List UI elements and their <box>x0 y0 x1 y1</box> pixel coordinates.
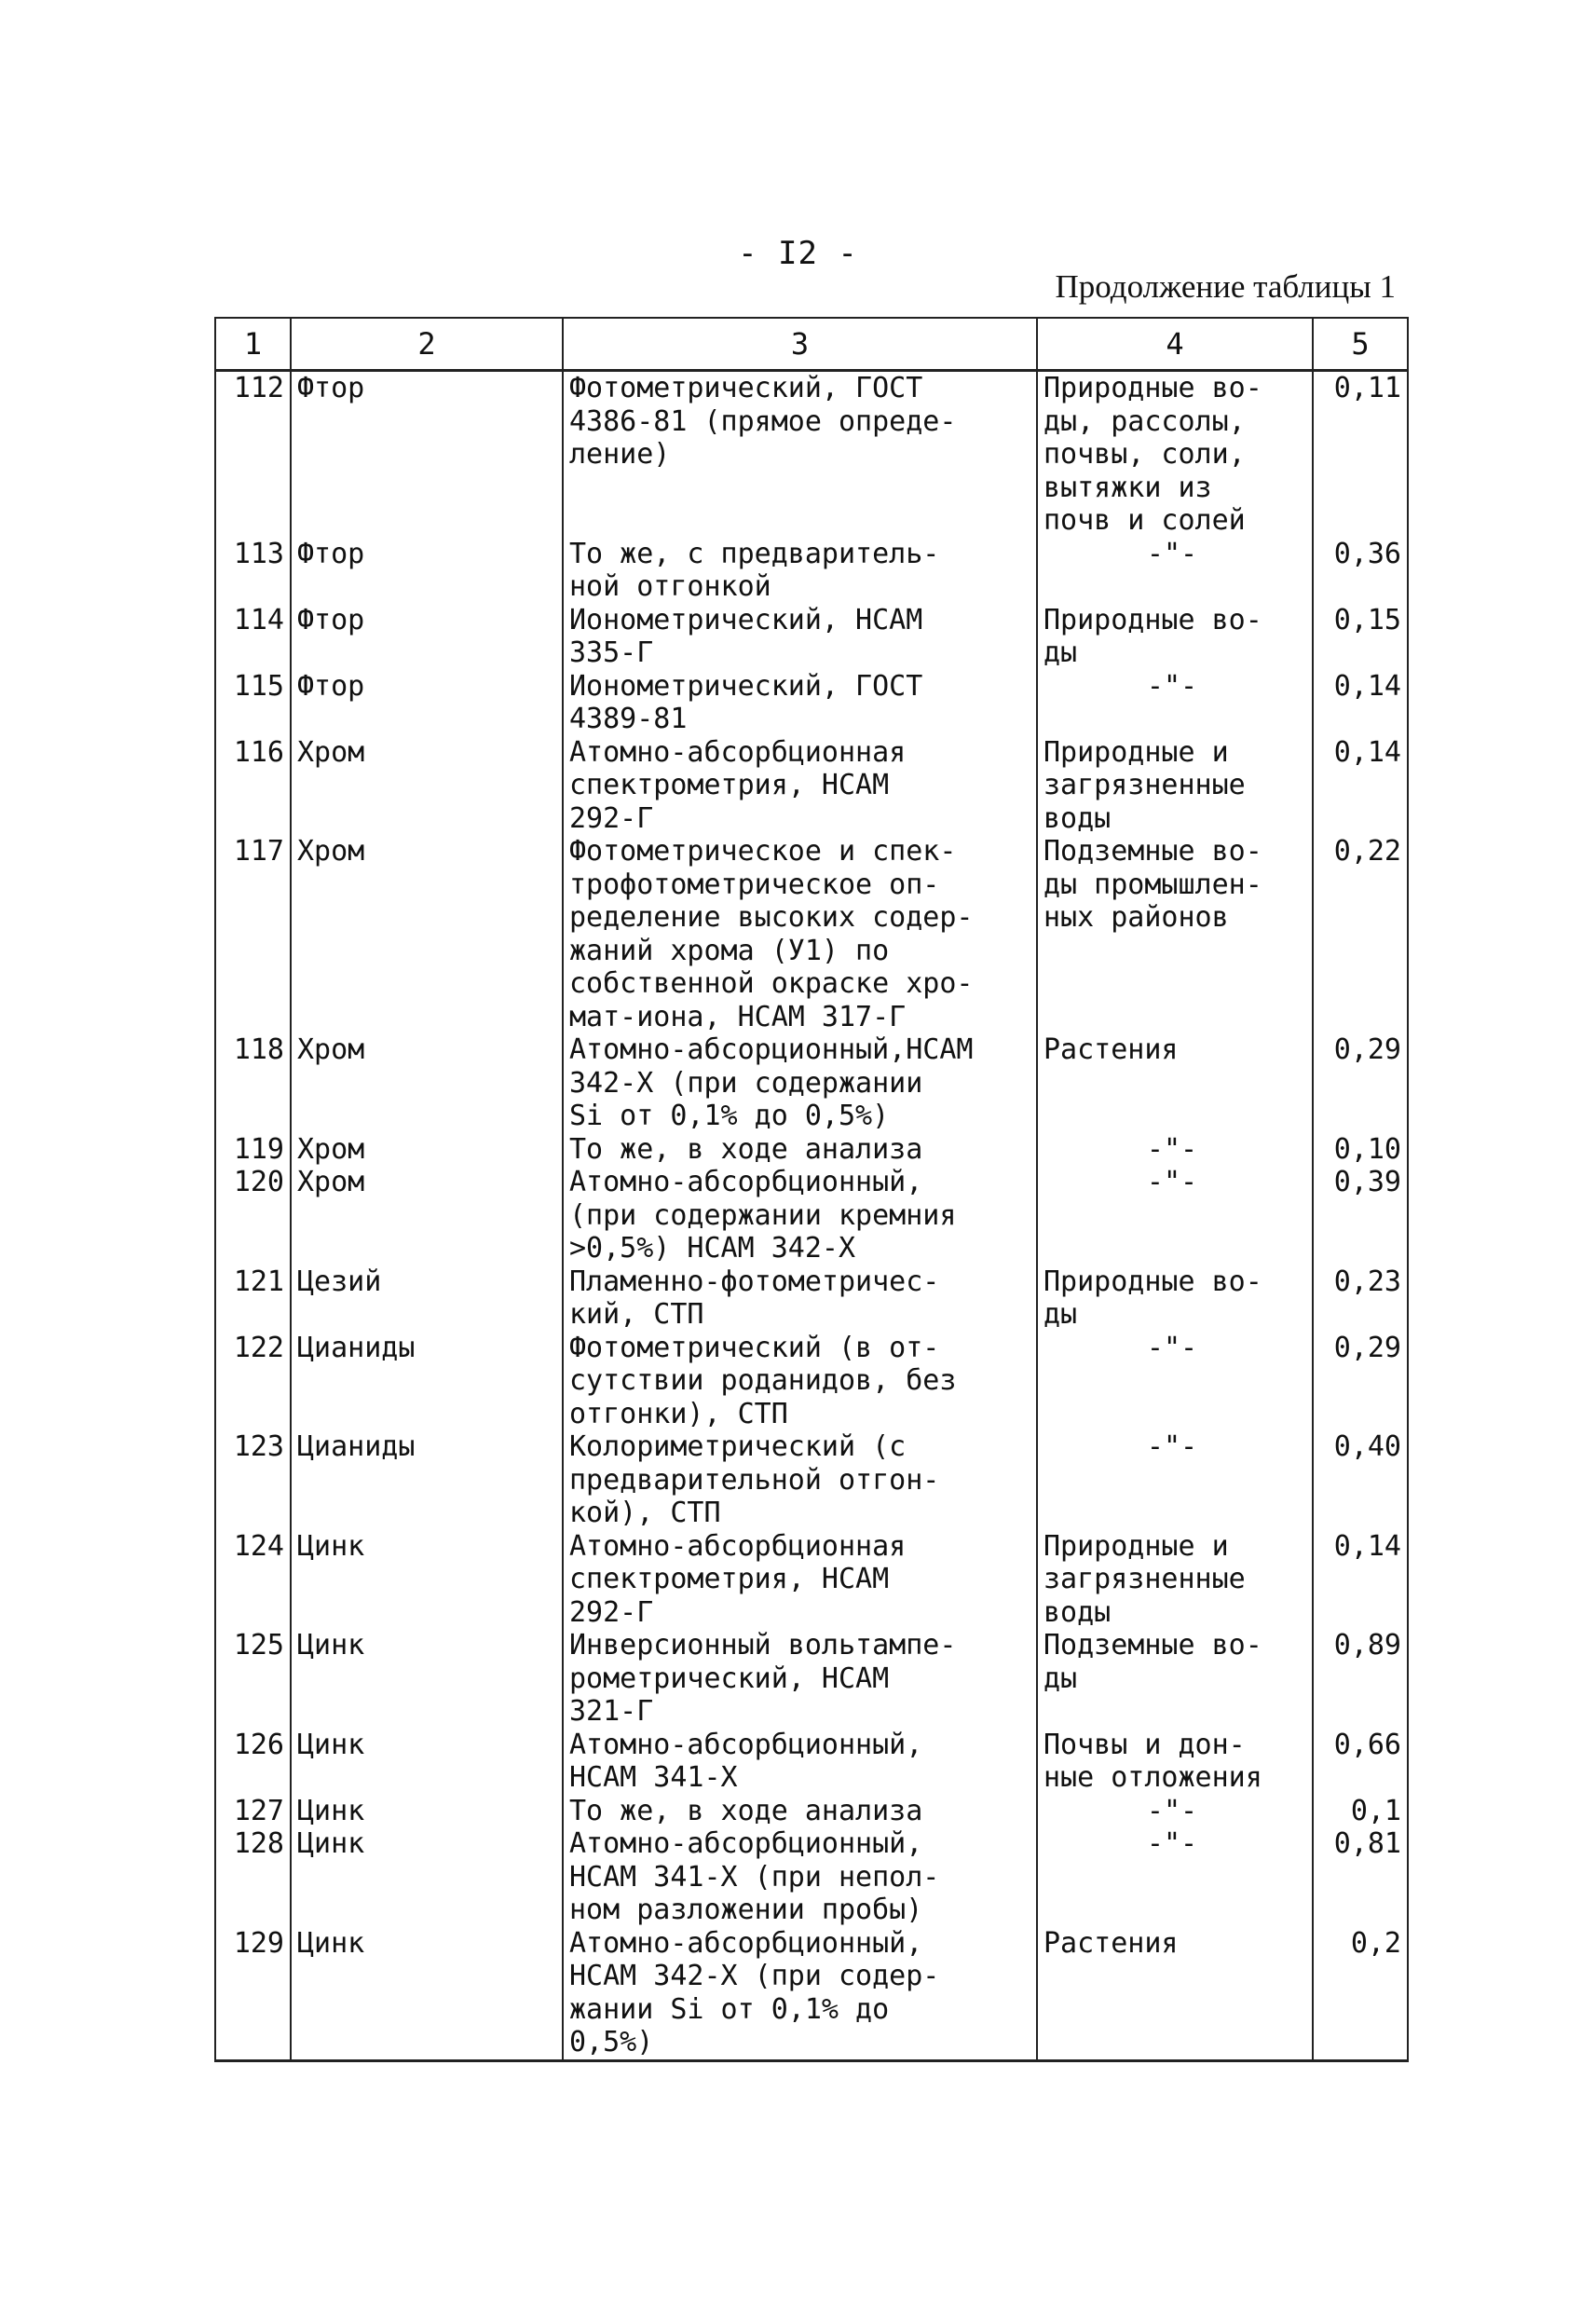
method-cell: Фотометрический (в от- сутствии роданидов, без отгонки), СТП <box>563 1332 1037 1431</box>
table-row <box>215 1729 1408 1795</box>
table-row <box>215 670 1408 736</box>
table-row <box>215 736 1408 836</box>
value-cell: 0,40 <box>1313 1430 1408 1530</box>
method-cell: Атомно-абсорбционный, НСАМ 341-Х <box>563 1729 1037 1795</box>
row-number-cell: 114 <box>215 604 291 670</box>
element-cell: Цинк <box>291 1795 563 1828</box>
table-header-row <box>215 318 1408 371</box>
object-cell: -"- <box>1037 1827 1313 1927</box>
object-cell: Подземные во- ды промышлен- ных районов <box>1037 835 1313 1033</box>
element-cell: Хром <box>291 835 563 1033</box>
element-cell: Фтор <box>291 604 563 670</box>
method-cell: То же, в ходе анализа <box>563 1795 1037 1828</box>
element-cell: Цезий <box>291 1265 563 1332</box>
element-cell: Цианиды <box>291 1430 563 1530</box>
value-cell: 0,29 <box>1313 1332 1408 1431</box>
row-number-cell: 125 <box>215 1629 291 1729</box>
value-cell: 0,1 <box>1313 1795 1408 1828</box>
value-cell: 0,2 <box>1313 1927 1408 2061</box>
column-header-3: 3 <box>563 318 1037 371</box>
value-cell: 0,29 <box>1313 1033 1408 1133</box>
object-cell: Природные во- ды, рассолы, почвы, соли, вытяжки из почв и солей <box>1037 371 1313 538</box>
element-cell: Цинк <box>291 1530 563 1630</box>
table-row <box>215 1166 1408 1265</box>
row-number-cell: 115 <box>215 670 291 736</box>
value-cell: 0,11 <box>1313 371 1408 538</box>
method-cell: Атомно-абсорбционная спектрометрия, НСАМ 292-Г <box>563 1530 1037 1630</box>
method-cell: Пламенно-фотометричес- кий, СТП <box>563 1265 1037 1332</box>
element-cell: Фтор <box>291 371 563 538</box>
row-number-cell: 117 <box>215 835 291 1033</box>
table-row <box>215 1927 1408 2061</box>
method-cell: Инверсионный вольтампе- рометрический, НСАМ 321-Г <box>563 1629 1037 1729</box>
element-cell: Фтор <box>291 670 563 736</box>
table-row <box>215 1827 1408 1927</box>
method-cell: Колориметрический (с предварительной отгон- кой), СТП <box>563 1430 1037 1530</box>
row-number-cell: 116 <box>215 736 291 836</box>
value-cell: 0,39 <box>1313 1166 1408 1265</box>
column-header-5: 5 <box>1313 318 1408 371</box>
method-cell: То же, с предваритель- ной отгонкой <box>563 538 1037 604</box>
value-cell: 0,14 <box>1313 670 1408 736</box>
object-cell: Растения <box>1037 1033 1313 1133</box>
element-cell: Хром <box>291 1166 563 1265</box>
method-cell: Атомно-абсорционный,НСАМ 342-Х (при содержании Si от 0,1% до 0,5%) <box>563 1033 1037 1133</box>
row-number-cell: 112 <box>215 371 291 538</box>
object-cell: Почвы и дон- ные отложения <box>1037 1729 1313 1795</box>
value-cell: 0,89 <box>1313 1629 1408 1729</box>
column-header-2: 2 <box>291 318 563 371</box>
element-cell: Цинк <box>291 1629 563 1729</box>
method-cell: Атомно-абсорбционная спектрометрия, НСАМ 292-Г <box>563 736 1037 836</box>
table-row <box>215 538 1408 604</box>
object-cell: -"- <box>1037 1133 1313 1167</box>
row-number-cell: 127 <box>215 1795 291 1828</box>
column-header-1: 1 <box>215 318 291 371</box>
method-cell: Ионометрический, НСАМ 335-Г <box>563 604 1037 670</box>
value-cell: 0,14 <box>1313 1530 1408 1630</box>
element-cell: Хром <box>291 736 563 836</box>
table-row <box>215 604 1408 670</box>
object-cell: Природные и загрязненные воды <box>1037 1530 1313 1630</box>
object-cell: Природные во- ды <box>1037 604 1313 670</box>
object-cell: -"- <box>1037 1795 1313 1828</box>
object-cell: -"- <box>1037 1430 1313 1530</box>
row-number-cell: 121 <box>215 1265 291 1332</box>
element-cell: Цинк <box>291 1827 563 1927</box>
table-row <box>215 1629 1408 1729</box>
element-cell: Хром <box>291 1133 563 1167</box>
value-cell: 0,81 <box>1313 1827 1408 1927</box>
row-number-cell: 119 <box>215 1133 291 1167</box>
object-cell: -"- <box>1037 1166 1313 1265</box>
row-number-cell: 124 <box>215 1530 291 1630</box>
table-row <box>215 1033 1408 1133</box>
value-cell: 0,10 <box>1313 1133 1408 1167</box>
value-cell: 0,36 <box>1313 538 1408 604</box>
data-table <box>214 317 1409 2062</box>
method-cell: Атомно-абсорбционный, (при содержании кремния >0,5%) НСАМ 342-Х <box>563 1166 1037 1265</box>
method-cell: То же, в ходе анализа <box>563 1133 1037 1167</box>
row-number-cell: 123 <box>215 1430 291 1530</box>
object-cell: Природные и загрязненные воды <box>1037 736 1313 836</box>
table-row <box>215 1430 1408 1530</box>
object-cell: Подземные во- ды <box>1037 1629 1313 1729</box>
value-cell: 0,15 <box>1313 604 1408 670</box>
column-header-4: 4 <box>1037 318 1313 371</box>
object-cell: -"- <box>1037 538 1313 604</box>
element-cell: Цинк <box>291 1927 563 2061</box>
element-cell: Хром <box>291 1033 563 1133</box>
table-row <box>215 371 1408 538</box>
value-cell: 0,23 <box>1313 1265 1408 1332</box>
table-body <box>215 371 1408 2061</box>
table-row <box>215 1332 1408 1431</box>
object-cell: -"- <box>1037 1332 1313 1431</box>
value-cell: 0,14 <box>1313 736 1408 836</box>
object-cell: -"- <box>1037 670 1313 736</box>
method-cell: Фотометрический, ГОСТ 4386-81 (прямое опреде- ление) <box>563 371 1037 538</box>
method-cell: Атомно-абсорбционный, НСАМ 342-Х (при содер- жании Si от 0,1% до 0,5%) <box>563 1927 1037 2061</box>
row-number-cell: 128 <box>215 1827 291 1927</box>
page-number: - I2 - <box>738 235 858 272</box>
element-cell: Цианиды <box>291 1332 563 1431</box>
row-number-cell: 126 <box>215 1729 291 1795</box>
object-cell: Растения <box>1037 1927 1313 2061</box>
table-row <box>215 1530 1408 1630</box>
method-cell: Ионометрический, ГОСТ 4389-81 <box>563 670 1037 736</box>
table-row <box>215 1795 1408 1828</box>
element-cell: Цинк <box>291 1729 563 1795</box>
method-cell: Атомно-абсорбционный, НСАМ 341-Х (при непол- ном разложении пробы) <box>563 1827 1037 1927</box>
table-row <box>215 835 1408 1033</box>
method-cell: Фотометрическое и спек- трофотометрическое оп- ределение высоких содер- жаний хрома (У1) по собственной окраске хро- мат-иона, НСАМ 317-Г <box>563 835 1037 1033</box>
value-cell: 0,22 <box>1313 835 1408 1033</box>
table-row <box>215 1133 1408 1167</box>
row-number-cell: 122 <box>215 1332 291 1431</box>
row-number-cell: 129 <box>215 1927 291 2061</box>
table-row <box>215 1265 1408 1332</box>
row-number-cell: 118 <box>215 1033 291 1133</box>
table-continuation-label: Продолжение таблицы 1 <box>1055 268 1396 305</box>
row-number-cell: 120 <box>215 1166 291 1265</box>
object-cell: Природные во- ды <box>1037 1265 1313 1332</box>
row-number-cell: 113 <box>215 538 291 604</box>
value-cell: 0,66 <box>1313 1729 1408 1795</box>
element-cell: Фтор <box>291 538 563 604</box>
